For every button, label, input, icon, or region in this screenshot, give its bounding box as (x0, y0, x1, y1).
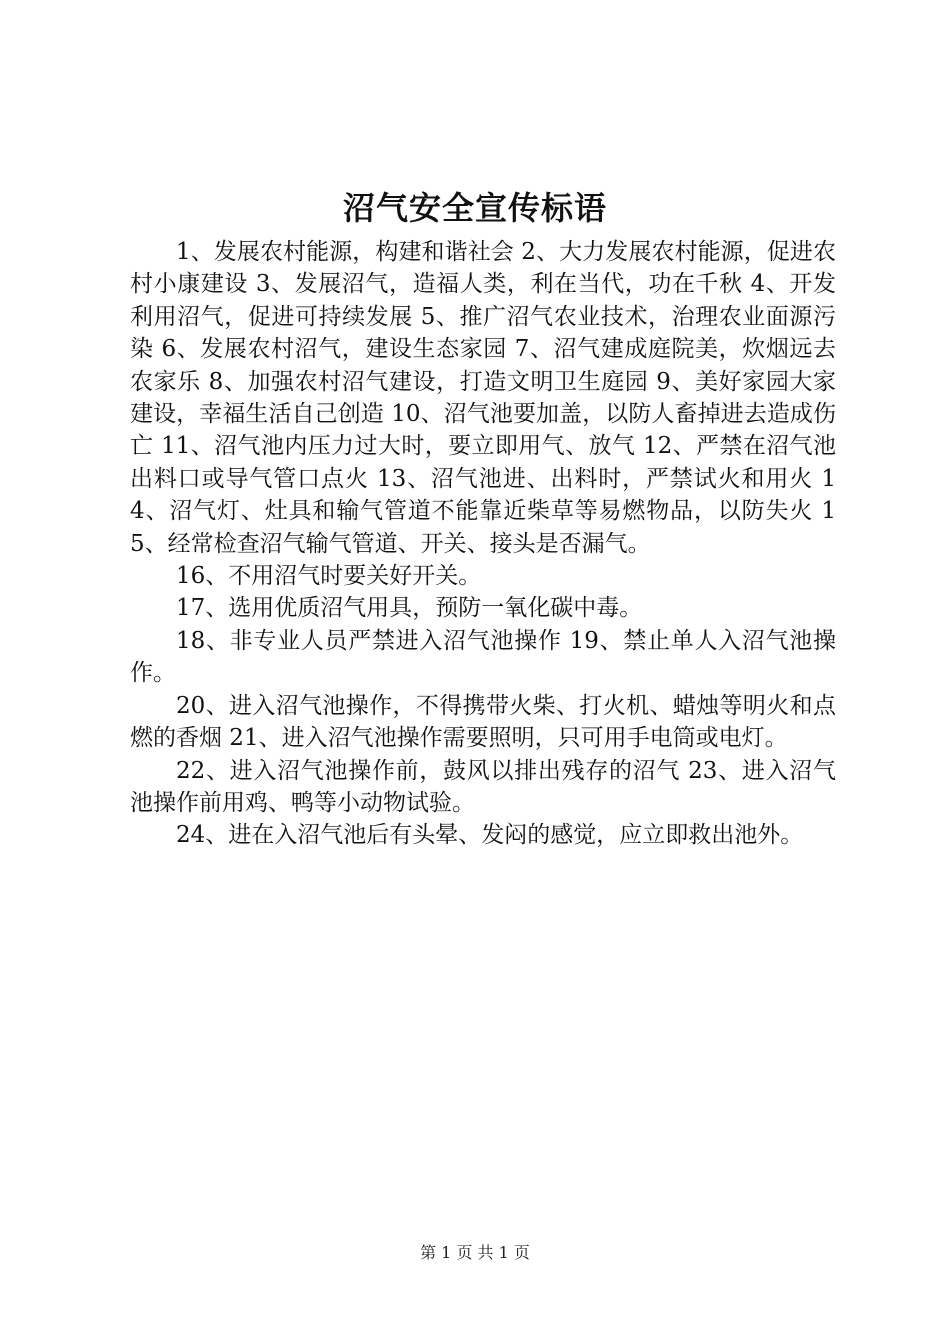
paragraph-4: 18、非专业人员严禁进入沼气池操作 19、禁止单人入沼气池操作。 (130, 627, 836, 687)
paragraph-5: 20、进入沼气池操作，不得携带火柴、打火机、蜡烛等明火和点燃的香烟 21、进入沼气池操作需要照明，只可用手电筒或电灯。 (130, 692, 836, 752)
paragraph-2: 16、不用沼气时要关好开关。 (176, 563, 482, 590)
page-footer (0, 1242, 950, 1264)
document-body (130, 236, 836, 852)
paragraph-3: 17、选用优质沼气用具，预防一氧化碳中毒。 (176, 595, 643, 622)
paragraph-6: 22、进入沼气池操作前，鼓风以排出残存的沼气 23、进入沼气池操作前用鸡、鸭等小动物试验。 (130, 757, 836, 816)
page-title: 沼气安全宣传标语 (342, 189, 607, 227)
paragraph-7: 24、进在入沼气池后有头晕、发闷的感觉，应立即救出池外。 (176, 822, 804, 849)
page-number: 第 1 页 共 1 页 (420, 1243, 530, 1262)
paragraph-1: 1、发展农村能源，构建和谐社会 2、大力发展农村能源，促进农村小康建设 3、发展沼气，造福人类，利在当代，功在千秋 4、开发利用沼气，促进可持续发展 5、推广沼气农业技术，治理农业面源污染 6、发展农村沼气，建设生态家园 7、沼气建成庭院美，炊烟远去农家乐 8、加强农村沼气建设，打造文明卫生庭园 9、美好家园大家建设，幸福生活自己创造 10、沼气池要加盖，以防人畜掉进去造成伤亡 11、沼气池内压力过大时，要立即用气、放气 12、严禁在沼气池出料口或导气管口点火 13、沼气池进、出料时，严禁试火和用火 14、沼气灯、灶具和输气管道不能靠近柴草等易燃物品，以防失火 15、经常检查沼气输气管道、开关、接头是否漏气。 (130, 239, 836, 557)
